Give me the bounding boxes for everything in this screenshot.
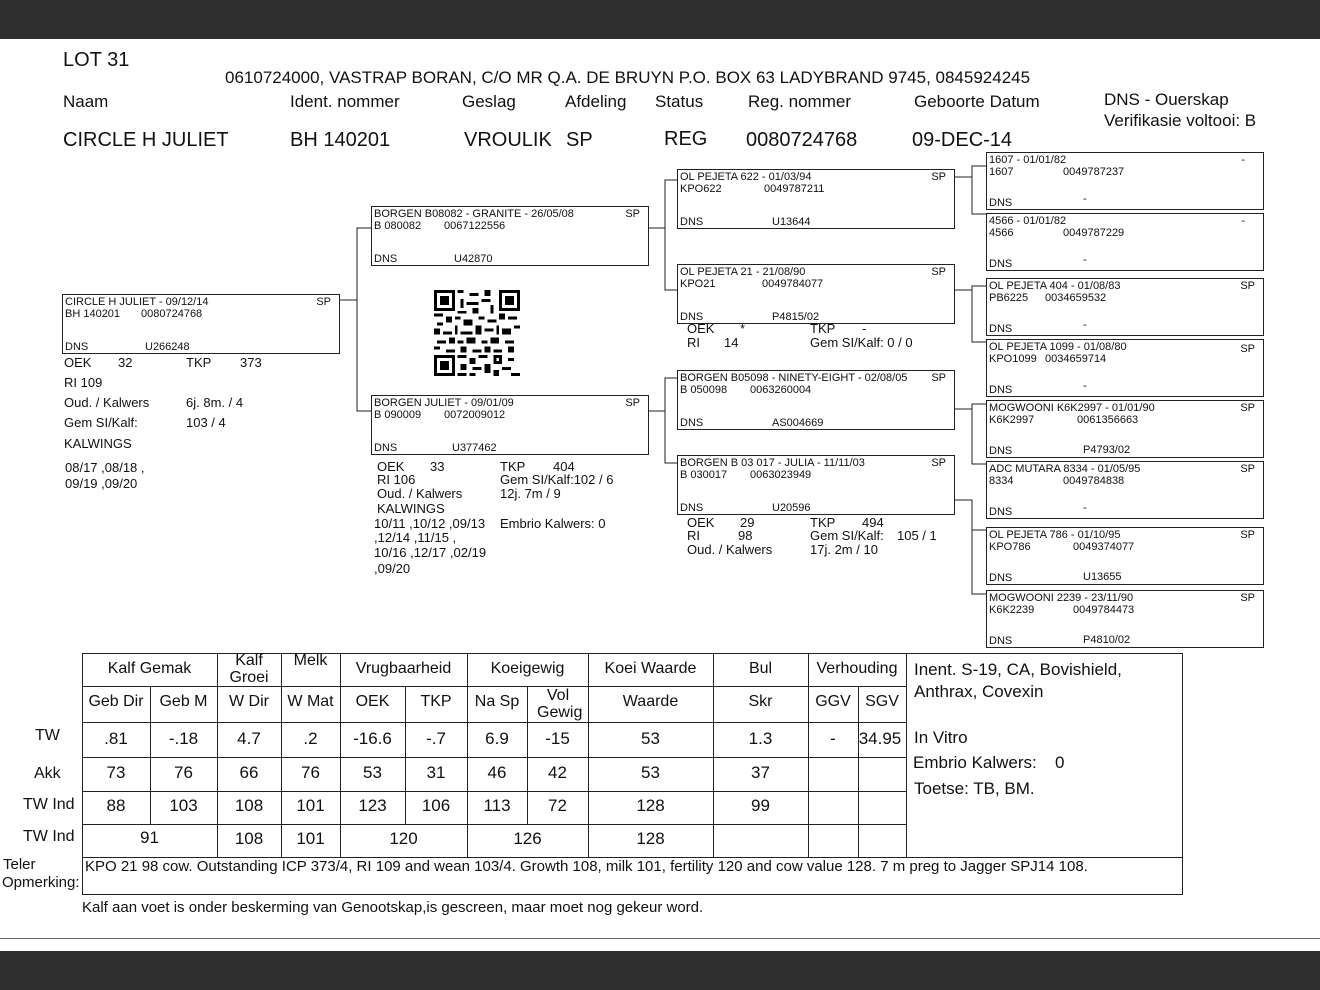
animal-title: CIRCLE H JULIET - 09/12/14 [65, 296, 209, 308]
great-grandparent-dns: DNS [989, 258, 1013, 270]
twind2-vrugbaarheid: 120 [389, 829, 418, 848]
twind-w-dir: 108 [234, 796, 264, 815]
tw-w-mat: .2 [303, 729, 318, 748]
animal-kalwings-1: 08/17 ,08/18 , [65, 460, 145, 475]
great-grandparent-section: SP [1240, 402, 1255, 414]
twind-geb-m: 103 [169, 796, 198, 815]
great-grandparent-section: - [1241, 154, 1245, 166]
great-grandparent-dns-value: - [1083, 380, 1087, 392]
group-koeigewig: Koeigewig [490, 660, 565, 677]
grandparent-dns-value: U20596 [772, 502, 811, 514]
animal-oek-label: OEK [64, 355, 92, 370]
grandparent-reg: 0049784077 [762, 278, 824, 290]
animal-section: SP [316, 296, 331, 308]
label-geslag: Geslag [462, 92, 516, 111]
great-grandparent-dns: DNS [989, 506, 1013, 518]
great-grandparent-section: SP [1240, 592, 1255, 604]
sub-sgv: SGV [865, 693, 899, 710]
sub-na-sp: Na Sp [474, 693, 520, 710]
dam-kalwings-1: 10/11 ,10/12 ,09/13 [374, 516, 486, 531]
tw-vol-gewig: -15 [545, 729, 570, 748]
great-grandparent-section: SP [1240, 529, 1255, 541]
group-vrugbaarheid: Vrugbaarheid [355, 660, 452, 677]
row-label-tw: TW [35, 727, 60, 744]
inent-line-2: Anthrax, Covexin [914, 682, 1044, 701]
grandparent-ident: KPO21 [680, 278, 716, 290]
grandparent-reg: 0049787211 [764, 183, 825, 195]
row-label-tw-ind: TW Ind [23, 796, 75, 813]
value-ident: BH 140201 [290, 129, 391, 151]
great-grandparent-section: SP [1240, 463, 1255, 475]
sire-reg: 0067122556 [444, 220, 506, 232]
label-afdeling: Afdeling [565, 92, 627, 111]
twind-oek: 123 [358, 796, 387, 815]
twind-vol-gewig: 72 [548, 796, 567, 815]
grandparent-ident: B 050098 [680, 384, 728, 396]
dam-tkp-label: TKP [500, 459, 526, 474]
great-grandparent-dns: DNS [989, 323, 1013, 335]
pgd-oek-label: OEK [687, 321, 715, 336]
great-grandparent-title: OL PEJETA 1099 - 01/08/80 [989, 341, 1127, 353]
in-vitro: In Vitro [914, 728, 968, 747]
dam-kalwings-3: 10/16 ,12/17 ,02/19 [374, 545, 487, 560]
value-status: REG [664, 128, 708, 150]
great-grandparent-title: OL PEJETA 404 - 01/08/83 [989, 280, 1121, 292]
grandparent-section: SP [931, 266, 946, 278]
dns-parentage: DNS - Ouerskap [1104, 90, 1229, 109]
label-geboorte: Geboorte Datum [914, 92, 1040, 111]
sire-dns-value: U42870 [454, 253, 493, 265]
twind-skr: 99 [751, 796, 770, 815]
great-grandparent-dns-value: - [1083, 502, 1087, 514]
great-grandparent-dns-value: - [1083, 254, 1087, 266]
pgd-tkp-label: TKP [810, 321, 836, 336]
bottom-rule [0, 938, 1320, 939]
label-ident: Ident. nommer [290, 92, 400, 111]
owner-line: 0610724000, VASTRAP BORAN, C/O MR Q.A. DE BRUYN P.O. BOX 63 LADYBRAND 9745, 0845924245 [225, 68, 1031, 87]
animal-kalwings-label: KALWINGS [64, 436, 132, 451]
animal-ri: RI 109 [64, 375, 103, 390]
tw-skr: 1.3 [748, 729, 773, 748]
row-label-tw-ind-2: TW Ind [23, 828, 75, 845]
great-grandparent-ident: K6K2239 [989, 604, 1035, 616]
embrio-label: Embrio Kalwers: [913, 753, 1037, 772]
label-naam: Naam [63, 92, 109, 111]
great-grandparent-ident: K6K2997 [989, 414, 1035, 426]
pgd-ri-label: RI [687, 335, 700, 350]
mgd-gem: 105 / 1 [897, 528, 937, 543]
akk-w-mat: 76 [301, 763, 320, 782]
grandparent-section: SP [931, 372, 946, 384]
akk-vol-gewig: 42 [548, 763, 567, 782]
sub-skr: Skr [748, 693, 773, 710]
great-grandparent-title: MOGWOONI 2239 - 23/11/90 [989, 592, 1134, 604]
twind-geb-dir: 88 [106, 796, 126, 815]
great-grandparent-dns: DNS [989, 445, 1013, 457]
animal-oek: 32 [118, 355, 133, 370]
dam-dns: DNS [374, 442, 398, 454]
twind-na-sp: 113 [483, 796, 511, 815]
group-bul: Bul [748, 660, 773, 677]
twind-waarde: 128 [636, 796, 665, 815]
label-reg: Reg. nommer [748, 92, 851, 111]
group-kalf-groei: Kalf Groei [229, 652, 269, 686]
inent-line-1: Inent. S-19, CA, Bovishield, [914, 660, 1122, 679]
dns-verification: Verifikasie voltooi: B [1104, 111, 1257, 130]
dam-oek-label: OEK [377, 459, 405, 474]
dam-title: BORGEN JULIET - 09/01/09 [374, 397, 514, 409]
grandparent-dns: DNS [680, 311, 704, 323]
great-grandparent-dns-value: P4810/02 [1083, 634, 1131, 646]
great-grandparent-dns-value: U13655 [1083, 571, 1122, 583]
grandparent-title: BORGEN B05098 - NINETY-EIGHT - 02/08/05 [680, 372, 908, 384]
label-status: Status [655, 92, 704, 111]
animal-dns-value: U266248 [145, 341, 190, 353]
footer-note: Kalf aan voet is onder beskerming van Genootskap,is gescreen, maar moet nog gekeur word. [82, 899, 704, 916]
sub-w-mat: W Mat [287, 693, 334, 710]
tw-waarde: 53 [641, 729, 660, 748]
dam-tkp: 404 [553, 459, 575, 474]
great-grandparent-ident: KPO786 [989, 541, 1031, 553]
akk-geb-m: 76 [174, 763, 193, 782]
value-afdeling: SP [566, 129, 593, 151]
great-grandparent-section: SP [1240, 343, 1255, 355]
mgd-gem-label: Gem SI/Kalf: [810, 528, 884, 543]
dam-oud: 12j. 7m / 9 [500, 486, 561, 501]
opmerking-label: Opmerking: [2, 874, 80, 891]
tw-w-dir: 4.7 [237, 729, 261, 748]
grandparent-section: SP [931, 457, 946, 469]
group-verhouding: Verhouding [816, 660, 898, 677]
pgd-tkp: - [862, 321, 867, 336]
dam-oud-label: Oud. / Kalwers [377, 486, 463, 501]
group-koei-waarde: Koei Waarde [604, 660, 697, 677]
grandparent-title: BORGEN B 03 017 - JULIA - 11/11/03 [680, 457, 865, 469]
akk-oek: 53 [363, 763, 382, 782]
great-grandparent-title: OL PEJETA 786 - 01/10/95 [989, 529, 1121, 541]
great-grandparent-ident: 4566 [989, 227, 1014, 239]
toetse: Toetse: TB, BM. [914, 779, 1035, 798]
sub-waarde: Waarde [622, 693, 679, 710]
dam-gem: Gem SI/Kalf:102 / 6 [500, 472, 614, 487]
dam-section: SP [625, 397, 640, 409]
mgd-ri-label: RI [687, 528, 700, 543]
animal-gem: 103 / 4 [186, 415, 226, 430]
grandparent-title: OL PEJETA 21 - 21/08/90 [680, 266, 806, 278]
grandparent-ident: KPO622 [680, 183, 722, 195]
great-grandparent-title: 4566 - 01/01/82 [989, 215, 1067, 227]
pgd-gem: Gem SI/Kalf: 0 / 0 [810, 335, 913, 350]
twind-w-mat: 101 [296, 796, 325, 815]
tw-oek: -16.6 [353, 729, 392, 748]
sub-vol-gewig: Vol Gewig [537, 687, 583, 721]
sub-tkp: TKP [420, 693, 452, 710]
value-geslag: VROULIK [464, 129, 552, 151]
grandparent-dns-value: U13644 [772, 216, 811, 228]
great-grandparent-dns-value: P4793/02 [1083, 444, 1131, 456]
great-grandparent-ident: 8334 [989, 475, 1014, 487]
great-grandparent-reg: 0049784838 [1063, 475, 1125, 487]
animal-tkp-label: TKP [186, 355, 212, 370]
great-grandparent-section: - [1241, 215, 1245, 227]
akk-waarde: 53 [641, 763, 660, 782]
tw-ggv: - [830, 729, 836, 748]
great-grandparent-dns: DNS [989, 635, 1013, 647]
animal-gem-label: Gem SI/Kalf: [64, 415, 138, 430]
mgd-ri: 98 [738, 528, 753, 543]
sire-ident: B 080082 [374, 220, 422, 232]
group-kalf-gemak: Kalf Gemak [107, 660, 192, 677]
dam-oek: 33 [430, 459, 445, 474]
dam-kalwings-label: KALWINGS [377, 501, 445, 516]
dam-kalwings-4: ,09/20 [374, 561, 411, 576]
animal-dns: DNS [65, 341, 89, 353]
tw-geb-m: -.18 [168, 729, 199, 748]
great-grandparent-dns: DNS [989, 384, 1013, 396]
grandparent-dns-value: AS004669 [772, 417, 824, 429]
mgd-tkp: 494 [862, 515, 884, 530]
great-grandparent-reg: 0049787229 [1063, 227, 1125, 239]
sub-geb-m: Geb M [159, 693, 208, 710]
tw-sgv: 34.95 [858, 729, 902, 748]
great-grandparent-dns: DNS [989, 197, 1013, 209]
mgd-oud-label: Oud. / Kalwers [687, 542, 773, 557]
dam-ri: RI 106 [377, 472, 416, 487]
sub-w-dir: W Dir [229, 693, 269, 710]
akk-na-sp: 46 [487, 763, 507, 782]
grandparent-dns: DNS [680, 216, 704, 228]
grandparent-dns-value: P4815/02 [772, 311, 820, 323]
sire-section: SP [625, 208, 640, 220]
akk-geb-dir: 73 [106, 763, 126, 782]
twind2-kalf-gemak: 91 [140, 828, 159, 847]
animal-ident: BH 140201 [65, 308, 121, 320]
row-label-akk: Akk [34, 765, 61, 782]
tw-na-sp: 6.9 [485, 729, 509, 748]
twind2-kalf-groei: 108 [234, 829, 264, 848]
great-grandparent-title: 1607 - 01/01/82 [989, 154, 1067, 166]
animal-kalwings-2: 09/19 ,09/20 [65, 476, 138, 491]
lot-number: LOT 31 [63, 49, 130, 71]
grandparent-title: OL PEJETA 622 - 01/03/94 [680, 171, 812, 183]
embrio-value: 0 [1055, 753, 1065, 772]
grandparent-reg: 0063023949 [750, 469, 812, 481]
twind-tkp: 106 [421, 796, 451, 815]
twind2-melk: 101 [296, 829, 325, 848]
great-grandparent-ident: KPO1099 [989, 353, 1037, 365]
grandparent-reg: 0063260004 [750, 384, 812, 396]
great-grandparent-title: ADC MUTARA 8334 - 01/05/95 [989, 463, 1141, 475]
great-grandparent-reg: 0034659714 [1045, 353, 1107, 365]
animal-tkp: 373 [240, 355, 262, 370]
great-grandparent-dns-value: - [1083, 319, 1087, 331]
group-melk: Melk [293, 652, 328, 669]
great-grandparent-ident: PB6225 [989, 292, 1029, 304]
tw-tkp: -.7 [426, 729, 446, 748]
dam-ident: B 090009 [374, 409, 422, 421]
value-geboorte: 09-DEC-14 [912, 129, 1013, 151]
grandparent-dns: DNS [680, 417, 704, 429]
twind2-koeigewig: 126 [513, 829, 542, 848]
sub-ggv: GGV [815, 693, 851, 710]
value-naam: CIRCLE H JULIET [63, 129, 229, 151]
akk-skr: 37 [751, 763, 770, 782]
teler-label: Teler [3, 856, 36, 873]
great-grandparent-title: MOGWOONI K6K2997 - 01/01/90 [989, 402, 1155, 414]
opmerking-text: KPO 21 98 cow. Outstanding ICP 373/4, RI 109 and wean 103/4. Growth 108, milk 101, fertility 120 and cow value 128. 7 m preg to Jagger SPJ14 108. [85, 858, 1088, 875]
akk-tkp: 31 [426, 763, 446, 782]
akk-w-dir: 66 [239, 763, 259, 782]
mgd-oek: 29 [740, 515, 755, 530]
dam-embrio: Embrio Kalwers: 0 [500, 516, 606, 531]
great-grandparent-dns: DNS [989, 572, 1013, 584]
great-grandparent-section: SP [1240, 280, 1255, 292]
grandparent-ident: B 030017 [680, 469, 728, 481]
dam-dns-value: U377462 [452, 442, 497, 454]
animal-oud-label: Oud. / Kalwers [64, 395, 150, 410]
mgd-tkp-label: TKP [810, 515, 836, 530]
sire-dns: DNS [374, 253, 398, 265]
great-grandparent-reg: 0049784473 [1073, 604, 1135, 616]
great-grandparent-dns-value: - [1083, 193, 1087, 205]
pgd-ri: 14 [724, 335, 739, 350]
mgd-oud: 17j. 2m / 10 [810, 542, 878, 557]
mgd-oek-label: OEK [687, 515, 715, 530]
dam-kalwings-2: ,12/14 ,11/15 , [374, 530, 457, 545]
great-grandparent-ident: 1607 [989, 166, 1014, 178]
great-grandparent-reg: 0034659532 [1045, 292, 1107, 304]
animal-reg: 0080724768 [141, 308, 203, 320]
great-grandparent-reg: 0049374077 [1073, 541, 1135, 553]
twind2-koei-waarde: 128 [636, 829, 665, 848]
dam-reg: 0072009012 [444, 409, 506, 421]
sire-title: BORGEN B08082 - GRANITE - 26/05/08 [374, 208, 574, 220]
tw-geb-dir: .81 [104, 729, 128, 748]
grandparent-dns: DNS [680, 502, 704, 514]
pgd-oek: * [740, 321, 746, 336]
grandparent-section: SP [931, 171, 946, 183]
great-grandparent-reg: 0061356663 [1077, 414, 1139, 426]
great-grandparent-reg: 0049787237 [1063, 166, 1125, 178]
animal-oud: 6j. 8m. / 4 [186, 395, 244, 410]
sub-geb-dir: Geb Dir [88, 693, 144, 710]
value-reg: 0080724768 [746, 129, 858, 151]
sub-oek: OEK [355, 693, 390, 710]
